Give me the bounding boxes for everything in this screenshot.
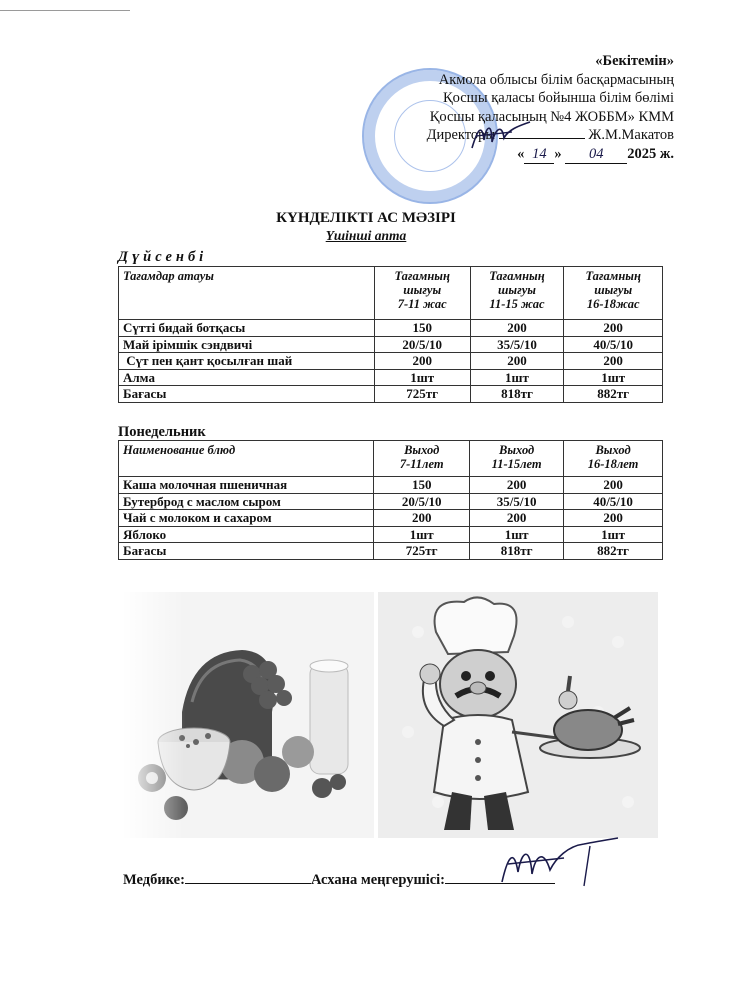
nurse-label: Медбике: bbox=[123, 872, 185, 888]
price-value: 818тг bbox=[470, 386, 564, 403]
portion-value: 20/5/10 bbox=[374, 336, 470, 353]
portion-value: 40/5/10 bbox=[564, 336, 663, 353]
portion-value: 1шт bbox=[564, 526, 663, 543]
dish-name: Май ірімшік сэндвичі bbox=[119, 336, 375, 353]
portion-value: 1шт bbox=[470, 369, 564, 386]
portion-value: 1шт bbox=[374, 526, 470, 543]
dish-name: Яблоко bbox=[119, 526, 374, 543]
dish-name: Бутерброд с маслом сыром bbox=[119, 493, 374, 510]
portion-value: 35/5/10 bbox=[470, 493, 564, 510]
footer-signatures bbox=[123, 872, 555, 889]
table-row bbox=[119, 320, 663, 337]
dish-name: Сүт пен қант қосылған шай bbox=[119, 353, 375, 370]
portion-value: 20/5/10 bbox=[374, 493, 470, 510]
price-value: 725тг bbox=[374, 543, 470, 560]
table-row bbox=[119, 526, 663, 543]
portion-value: 200 bbox=[374, 353, 470, 370]
portion-value: 40/5/10 bbox=[564, 493, 663, 510]
price-label: Бағасы bbox=[119, 543, 374, 560]
nurse-signature-line bbox=[185, 883, 311, 884]
header-portion-11-15: Тағамның шығуы 11-15 жас bbox=[470, 267, 564, 320]
dish-name: Алма bbox=[119, 369, 375, 386]
date-month: 04 bbox=[565, 145, 627, 165]
table-header-row bbox=[119, 267, 663, 320]
table-row-price bbox=[119, 386, 663, 403]
price-value: 818тг bbox=[470, 543, 564, 560]
portion-value: 200 bbox=[470, 477, 564, 494]
date-open-quote: « bbox=[517, 145, 525, 162]
food-illustration bbox=[122, 592, 374, 838]
menu-table-russian bbox=[118, 440, 663, 560]
portion-value: 200 bbox=[470, 320, 564, 337]
table-row bbox=[119, 510, 663, 527]
approval-line-2: Қосшы қаласы бойынша білім бөлімі bbox=[442, 90, 674, 106]
director-signature bbox=[468, 118, 538, 154]
top-edge-line bbox=[0, 10, 130, 11]
approval-director-line bbox=[427, 126, 674, 145]
table-row bbox=[119, 353, 663, 370]
approval-block bbox=[427, 52, 674, 164]
portion-value: 200 bbox=[470, 353, 564, 370]
portion-value: 35/5/10 bbox=[470, 336, 564, 353]
portion-value: 200 bbox=[470, 510, 564, 527]
day-label-kazakh: Дүйсенбі bbox=[118, 249, 208, 265]
approval-date-line bbox=[427, 145, 674, 165]
approval-title: «Бекітемін» bbox=[595, 53, 674, 69]
price-value: 725тг bbox=[374, 386, 470, 403]
chef-illustration bbox=[378, 592, 658, 838]
header-output-7-11: Выход 7-11лет bbox=[374, 441, 470, 477]
price-value: 882тг bbox=[564, 543, 663, 560]
day-label-russian: Понедельник bbox=[118, 424, 206, 440]
dish-name: Чай с молоком и сахаром bbox=[119, 510, 374, 527]
portion-value: 200 bbox=[564, 353, 663, 370]
dish-name: Сүтті бидай ботқасы bbox=[119, 320, 375, 337]
portion-value: 1шт bbox=[374, 369, 470, 386]
dish-name: Каша молочная пшеничная bbox=[119, 477, 374, 494]
price-label: Бағасы bbox=[119, 386, 375, 403]
portion-value: 200 bbox=[564, 320, 663, 337]
kitchen-manager-signature bbox=[494, 836, 624, 892]
menu-subtitle: Үшінші апта bbox=[325, 228, 407, 243]
table-header-row bbox=[119, 441, 663, 477]
menu-title: КҮНДЕЛІКТІ АС МӘЗІРІ bbox=[276, 210, 456, 226]
menu-table-kazakh bbox=[118, 266, 663, 403]
portion-value: 200 bbox=[564, 510, 663, 527]
approval-line-3: Қосшы қаласының №4 ЖОББМ» КММ bbox=[429, 108, 674, 125]
price-value: 882тг bbox=[564, 386, 663, 403]
approval-line-1: Акмола облысы білім басқармасының bbox=[438, 71, 674, 88]
table-row bbox=[119, 493, 663, 510]
header-output-16-18: Выход 16-18лет bbox=[564, 441, 663, 477]
header-portion-16-18: Тағамның шығуы 16-18жас bbox=[564, 267, 663, 320]
table-row bbox=[119, 369, 663, 386]
header-portion-7-11: Тағамның шығуы 7-11 жас bbox=[374, 267, 470, 320]
date-day: 14 bbox=[524, 145, 554, 165]
date-year: 2025 ж. bbox=[627, 145, 674, 162]
director-prefix: Директоры bbox=[426, 127, 496, 143]
director-name: Ж.М.Макатов bbox=[588, 127, 674, 143]
kitchen-manager-label: Асхана меңгерушісі: bbox=[310, 872, 446, 888]
portion-value: 150 bbox=[374, 320, 470, 337]
table-row bbox=[119, 336, 663, 353]
portion-value: 1шт bbox=[470, 526, 564, 543]
table-row-price bbox=[119, 543, 663, 560]
portion-value: 200 bbox=[564, 477, 663, 494]
date-mid: » bbox=[554, 145, 566, 162]
table-row bbox=[119, 477, 663, 494]
header-dish-name: Тағамдар атауы bbox=[119, 267, 375, 320]
header-dish-name: Наименование блюд bbox=[119, 441, 374, 477]
portion-value: 1шт bbox=[564, 369, 663, 386]
header-output-11-15: Выход 11-15лет bbox=[470, 441, 564, 477]
portion-value: 150 bbox=[374, 477, 470, 494]
portion-value: 200 bbox=[374, 510, 470, 527]
